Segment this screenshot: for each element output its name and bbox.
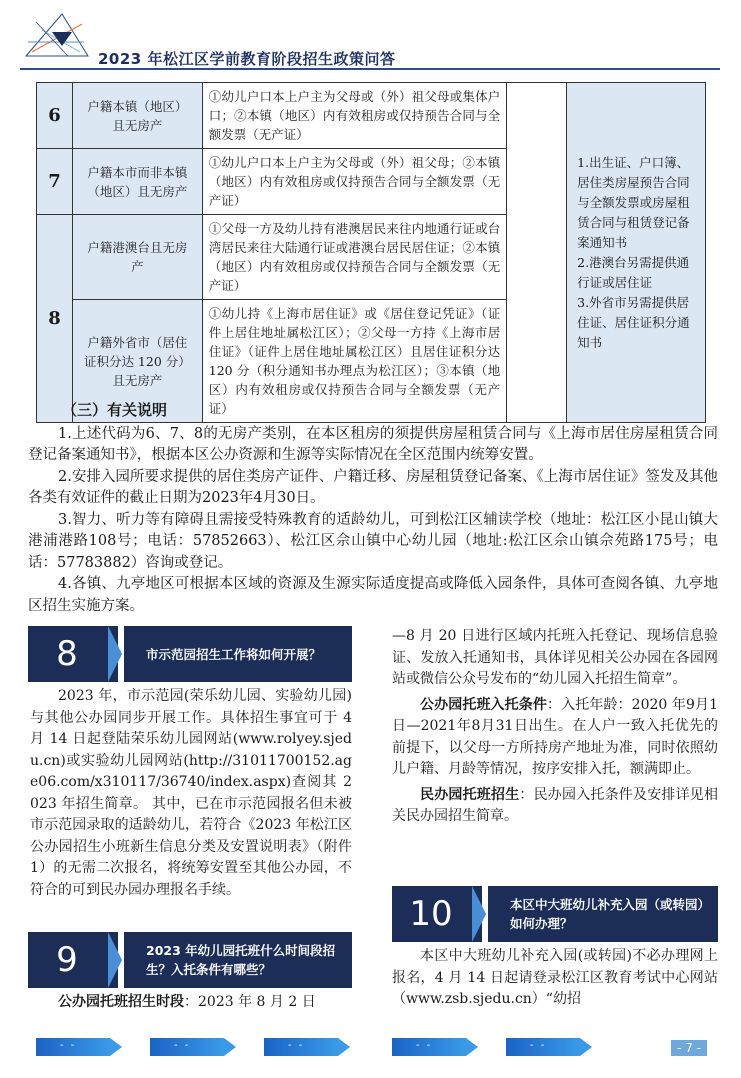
section-10-body-wrap [392, 946, 718, 1011]
section-title: 市示范园招生工作将如何开展？ [124, 626, 352, 682]
row-conditions: ①幼儿户口本上户主为父母或（外）祖父母或集体户口；②本镇（地区）内有效租房或仅持预告合同与全额发票（无产证） [202, 83, 507, 149]
chevron-right-icon [472, 886, 486, 942]
row-conditions: ①父母一方及幼儿持有港澳居民来往内地通行证或台湾居民来往大陆通行证或港澳台居民居住证；②本镇（地区）内有效租房或仅持预告合同与全额发票（无产证） [202, 215, 507, 300]
section-8-body: 2023 年，市示范园(荣乐幼儿园、实验幼儿园)与其他公办园同步开展工作。具体招生事宜可于 4 月 14 日起登陆荣乐幼儿园网站(www.rolyey.sjedu.cn)或实验幼儿园网站(http://31011700152.age06.com/x310117/36740/index.aspx)查阅其 2023 年招生简章。 其中，已在市示范园报名但未被市示范园录取的适龄幼儿，若符合《2023 年松江区公办园招生小班新生信息分类及安置说明表》（附件 1）的无需二次报名，将统筹安置至其他公办园，不符合的可到民办园办理报名手续。 [30, 688, 352, 898]
required-documents-text: 1.出生证、户口簿、居住类房屋预告合同与全额发票或房屋租赁合同与租赁登记备案通知书 2.港澳台另需提供通行证或居住证 3.外省市另需提供居住证、居住证积分通知书 [577, 154, 690, 350]
section-10-body: 本区中大班幼儿补充入园(或转园)不必办理网上报名，4 月 14 日起请登录松江区教育考试中心网站（www.zsb.sjedu.cn）“幼招 [392, 948, 718, 1007]
section-banner-10 [392, 886, 718, 942]
left-column [30, 686, 352, 901]
public-nursery-time-label: 公办园托班招生时段 [58, 994, 184, 1010]
section-banner-8 [28, 626, 352, 682]
row-category: 户籍外省市（居住证积分达 120 分）且无房产 [72, 300, 202, 423]
public-nursery-conditions-label: 公办园托班入托条件 [420, 696, 547, 713]
notes-section [28, 400, 718, 617]
chevron-right-icon [108, 932, 122, 988]
required-documents [567, 83, 706, 423]
section-title: 2023 年幼儿园托班什么时间段招生？入托条件有哪些？ [124, 932, 352, 988]
public-nursery-conditions-text: ：入托年龄：2020 年9月1日—2021年8月31日出生。在人户一致入托优先的前提下，以父母一方所持房产地址为准，同时依照幼儿户籍、月龄等情况，按序安排入托，额满即止。 [392, 696, 718, 777]
row-code: 8 [37, 215, 73, 423]
table-empty-column [507, 83, 567, 423]
row-code: 6 [37, 83, 73, 149]
note-item: 4.各镇、九亭地区可根据本区域的资源及生源实际适度提高或降低入园条件，具体可查阅各镇、九亭地区招生实施方案。 [28, 576, 718, 614]
footer-arrow-icon: - - [264, 1038, 354, 1056]
public-nursery-time-text: ：2023 年 8 月 2 日 [184, 994, 316, 1010]
row-conditions: ①幼儿户口本上户主为父母或（外）祖父母；②本镇（地区）内有效租房或仅持预告合同与全额发票（无产证） [202, 149, 507, 215]
note-item: 3.智力、听力等有障碍且需接受特殊教育的适龄幼儿，可到松江区辅读学校（地址：松江区小昆山镇大港浦港路108号；电话：57852663）、松江区佘山镇中心幼儿园（地址:松江区佘山镇佘苑路175号；电话：57783882）咨询或登记。 [28, 511, 718, 571]
row-category: 户籍港澳台且无房产 [72, 215, 202, 300]
private-nursery [392, 785, 718, 828]
right-column [392, 626, 718, 828]
footer-arrow-icon: - - [36, 1038, 126, 1056]
section-number: 9 [56, 940, 78, 980]
private-nursery-label: 民办园托班招生 [420, 786, 520, 803]
header-divider [20, 68, 720, 70]
page-footer [0, 1028, 741, 1078]
section-number: 8 [56, 634, 78, 674]
note-item: 1.上述代码为6、7、8的无房产类别，在本区租房的须提供房屋租赁合同与《上海市居住房屋租赁合同登记备案通知书》，根据本区公办资源和生源等实际情况在全区范围内统筹安置。 [28, 425, 718, 463]
footer-arrow-icon: - - [392, 1038, 482, 1056]
note-item: 2.安排入园所要求提供的居住类房产证件、户籍迁移、房屋租赁登记备案、《上海市居住证》签发及其他各类有效证件的截止日期为2023年4月30日。 [28, 468, 718, 506]
footer-arrow-icon: - - [150, 1038, 240, 1056]
row-code: 7 [37, 149, 73, 215]
page-header [0, 0, 741, 72]
policy-table [36, 82, 706, 423]
private-nursery-text: ：民办园入托条件及安排详见相关民办园招生简章。 [392, 786, 719, 824]
row-category: 户籍本镇（地区）且无房产 [72, 83, 202, 149]
public-nursery-conditions [392, 695, 718, 781]
notes-title: （三）有关说明 [62, 401, 168, 419]
section-banner-9 [28, 932, 352, 988]
table-row [37, 83, 706, 149]
section-9-start [30, 992, 352, 1014]
page-number: - 7 - [671, 1040, 707, 1056]
chevron-right-icon [108, 626, 122, 682]
row-conditions: ①幼儿持《上海市居住证》或《居住登记凭证》（证件上居住地址属松江区）；②父母一方持《上海市居住证》（证件上居住地址属松江区）且居住证积分达 120 分（积分通知书办理点为松江区）；③本镇（地区）内有效租房或仅持预告合同与全额发票（无产证） [202, 300, 507, 423]
page-title: 2023 年松江区学前教育阶段招生政策问答 [98, 50, 396, 68]
section-title: 本区中大班幼儿补充入园（或转园）如何办理？ [488, 886, 718, 942]
section-number: 10 [409, 894, 453, 934]
footer-arrow-icon: - - [506, 1038, 596, 1056]
row-category: 户籍本市而非本镇（地区）且无房产 [72, 149, 202, 215]
header-logo-icon [22, 12, 92, 66]
section-9-continued: —8 月 20 日进行区域内托班入托登记、现场信息验证、发放入托通知书，具体详见相关公办园在各园网站或微信公众号发布的“幼儿园入托招生简章”。 [392, 628, 718, 687]
